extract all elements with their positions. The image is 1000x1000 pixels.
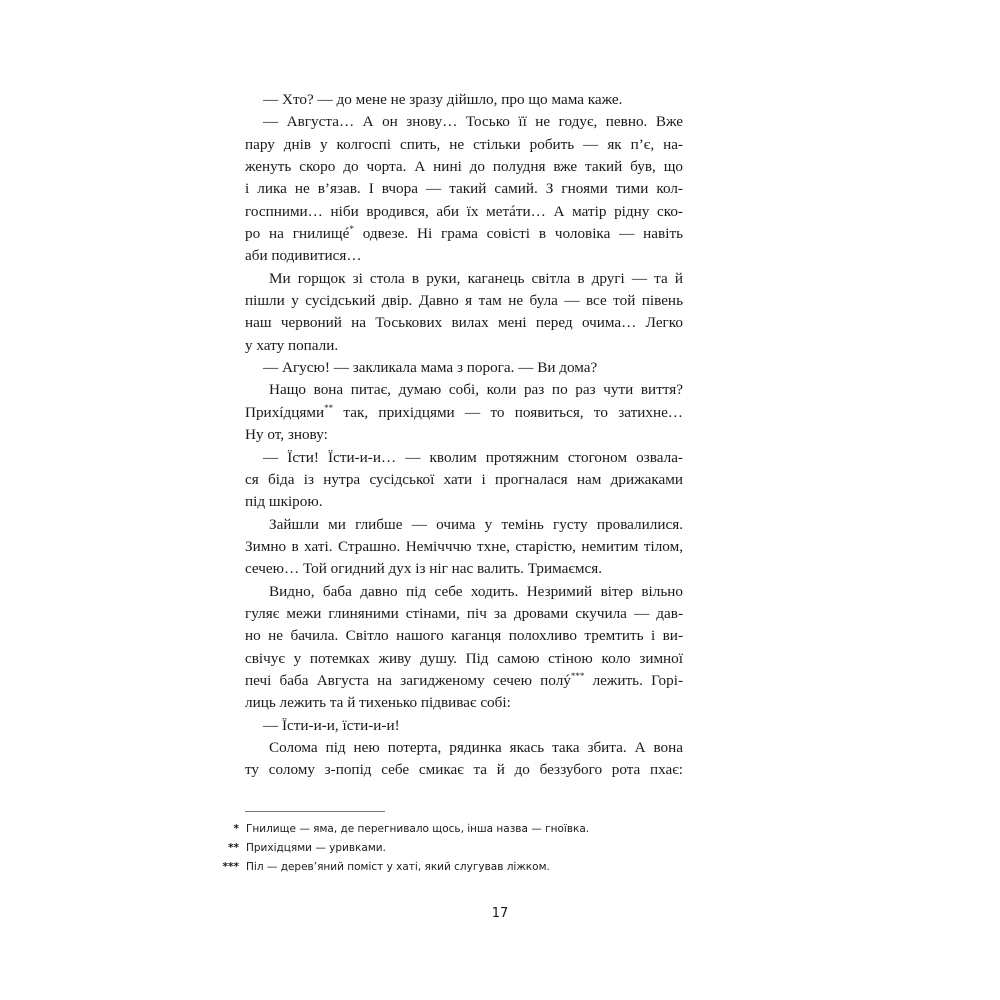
text-line: і лика не в’язав. І вчора — такий самий. З гноями тими кол- <box>245 180 683 198</box>
footnote-ref: * <box>349 224 354 235</box>
text-line: Видно, баба давно під себе ходить. Незримий вітер вільно <box>269 582 683 600</box>
text-line <box>245 223 683 245</box>
text-line: Ми горщок зі стола в руки, каганець світла в другі — та й <box>269 269 683 287</box>
paragraph <box>245 379 683 446</box>
footnotes <box>210 820 690 877</box>
text-fragment: Прихíдцями <box>245 403 325 421</box>
text-line: ту солому з-попід себе смикає та й до беззубого рота пхає: <box>245 761 683 779</box>
body-text <box>245 89 683 782</box>
paragraph <box>245 447 683 514</box>
text-line: Солома під нею потерта, рядинка якась така збита. А вона <box>269 738 683 756</box>
text-fragment: одвезе. Ні грама совісті в чоловіка — навіть <box>353 225 684 243</box>
text-line: аби подивитися… <box>245 247 362 265</box>
text-line: — Агусю! — закликала мама з порога. — Ви дома? <box>263 359 598 377</box>
page-number: 17 <box>491 906 509 921</box>
text-fragment: так, прихідцями — то появиться, то затихне… <box>333 403 683 421</box>
paragraph <box>245 715 683 737</box>
text-line: ся біда із нутра сусідської хати і прогналася нам дрижаками <box>245 470 683 488</box>
text-line: у хату попали. <box>245 336 339 354</box>
text-line: но не бачила. Світло нашого каганця полохливо тремтить і ви- <box>245 627 683 645</box>
footnote-mark: *** <box>222 861 239 873</box>
text-line: — Хто? — до мене не зразу дійшло, про що мама каже. <box>263 91 623 108</box>
text-line: під шкірою. <box>245 493 323 511</box>
paragraph <box>245 357 683 379</box>
text-line: лиць лежить та й тихенько підвиває собі: <box>245 694 511 712</box>
text-fragment: лежить. Горі- <box>584 671 683 689</box>
paragraph <box>245 514 683 581</box>
text-line: Нащо вона питає, думаю собі, коли раз по раз чути виття? <box>269 381 683 399</box>
text-line <box>245 670 683 692</box>
footnote-text: Прихідцями — уривками. <box>246 842 386 854</box>
paragraph <box>245 581 683 715</box>
text-fragment: печі баба Августа на загидженому сечею полý <box>245 671 571 689</box>
footnote-mark: * <box>233 823 239 835</box>
paragraph <box>245 111 683 267</box>
paragraph <box>245 89 683 111</box>
text-line: — Їсти-и-и, їсти-и-и! <box>263 716 400 734</box>
text-line: женуть скоро до чорта. А нині до полудня вже такий був, що <box>245 158 683 176</box>
footnote <box>210 820 690 839</box>
paragraph <box>245 737 683 782</box>
text-line: пішли у сусідський двір. Давно я там не була — все той півень <box>245 292 683 310</box>
footnote-text: Гнилище — яма, де перегнивало щось, інша назва — гноївка. <box>246 823 590 835</box>
footnote-ref: ** <box>324 402 334 413</box>
footnote-ref: *** <box>570 670 585 681</box>
text-line <box>245 402 683 424</box>
paragraph <box>245 268 683 357</box>
footnote <box>210 858 690 877</box>
text-line: Ну от, знову: <box>245 426 328 444</box>
text-line: сечею… Той огидний дух із ніг нас валить. Тримаємся. <box>245 560 603 578</box>
text-line: — Августа… А он знову… Тосько її не годує, певно. Вже <box>263 113 683 131</box>
text-line: гуляє межи глиняними стінами, піч за дровами скучила — дав- <box>245 604 683 622</box>
text-line: пару днів у колгоспі спить, не стільки робить — як п’є, на- <box>245 135 683 153</box>
footnote-mark: ** <box>228 842 239 854</box>
footnote <box>210 839 690 858</box>
text-line: Зайшли ми глибше — очима у темінь густу провалилися. <box>269 515 683 533</box>
footnote-text: Піл — дерев’яний поміст у хаті, який слугував ліжком. <box>246 861 550 873</box>
text-line: свічує у потемках живу душу. Під самою стіною коло зимної <box>245 649 683 667</box>
text-line: Зимно в хаті. Страшно. Немічччю тхне, старістю, немитим тілом, <box>245 537 683 555</box>
text-line: — Їсти! Їсти-и-и… — кволим протяжним стогоном озвала- <box>263 448 683 466</box>
text-line: наш червоний на Тоськових вилах мені перед очима… Легко <box>245 314 683 332</box>
text-line: госпними… ніби вродився, аби їх метáти… А матір рідну ско- <box>245 202 683 220</box>
footnote-divider <box>245 811 385 812</box>
text-fragment: ро на гнилищé <box>245 225 350 243</box>
